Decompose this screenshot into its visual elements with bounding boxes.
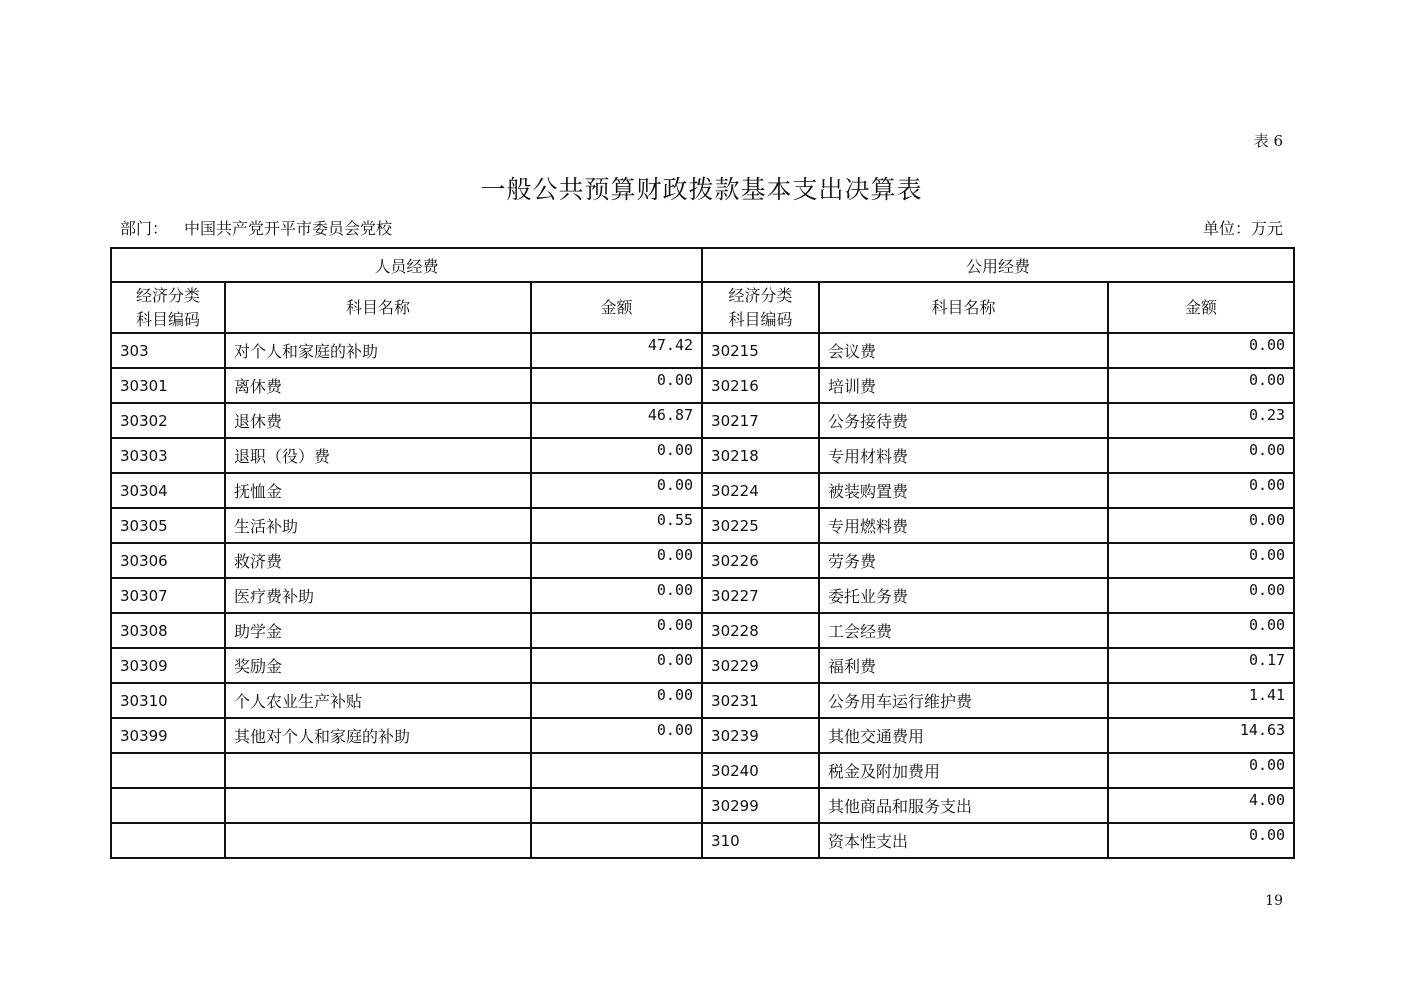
right-code-cell: 310: [702, 823, 819, 858]
table-row: [111, 508, 1294, 543]
right-amount-cell: 0.00: [1108, 508, 1294, 543]
left-code-cell: 30302: [111, 403, 225, 438]
header-name-left: 科目名称: [225, 282, 531, 333]
left-name-cell: [225, 788, 531, 823]
left-name-cell: 退休费: [225, 403, 531, 438]
header-code-right: [702, 282, 819, 333]
left-amount-cell: [531, 753, 702, 788]
left-amount-cell: 0.00: [531, 578, 702, 613]
table-row: [111, 403, 1294, 438]
left-name-cell: 救济费: [225, 543, 531, 578]
left-name-cell: 其他对个人和家庭的补助: [225, 718, 531, 753]
right-amount-cell: 0.00: [1108, 438, 1294, 473]
page-title: 一般公共预算财政拨款基本支出决算表: [480, 175, 923, 204]
right-amount-cell: 0.00: [1108, 368, 1294, 403]
left-name-cell: 个人农业生产补贴: [225, 683, 531, 718]
left-code-cell: 30303: [111, 438, 225, 473]
right-amount-cell: 0.00: [1108, 473, 1294, 508]
right-name-cell: 公务接待费: [819, 403, 1108, 438]
right-amount-cell: 0.23: [1108, 403, 1294, 438]
left-code-cell: 30301: [111, 368, 225, 403]
left-code-cell: [111, 823, 225, 858]
table-row: [111, 473, 1294, 508]
left-amount-cell: 0.00: [531, 648, 702, 683]
right-amount-cell: 14.63: [1108, 718, 1294, 753]
header-amount-left: 金额: [531, 282, 702, 333]
header-code-line1: 经济分类: [728, 285, 793, 305]
right-code-cell: 30215: [702, 333, 819, 368]
department-label: 部门：: [120, 219, 169, 238]
left-name-cell: [225, 753, 531, 788]
left-amount-cell: 0.00: [531, 368, 702, 403]
left-code-cell: 30310: [111, 683, 225, 718]
left-code-cell: 30309: [111, 648, 225, 683]
table-row: [111, 788, 1294, 823]
left-amount-cell: 47.42: [531, 333, 702, 368]
left-code-cell: 30306: [111, 543, 225, 578]
header-name-right: 科目名称: [819, 282, 1108, 333]
expenditure-table: [110, 247, 1295, 859]
left-name-cell: 离休费: [225, 368, 531, 403]
left-amount-cell: 0.00: [531, 543, 702, 578]
header-code-left: [111, 282, 225, 333]
right-amount-cell: 1.41: [1108, 683, 1294, 718]
group-header-row: [111, 248, 1294, 282]
header-code-line2: 科目编码: [135, 309, 200, 329]
right-code-cell: 30299: [702, 788, 819, 823]
right-name-cell: 专用材料费: [819, 438, 1108, 473]
left-code-cell: 30304: [111, 473, 225, 508]
table-row: [111, 333, 1294, 368]
column-header-row: [111, 282, 1294, 333]
right-name-cell: 公务用车运行维护费: [819, 683, 1108, 718]
right-code-cell: 30225: [702, 508, 819, 543]
right-code-cell: 30240: [702, 753, 819, 788]
left-amount-cell: 0.00: [531, 473, 702, 508]
left-code-cell: 30305: [111, 508, 225, 543]
header-code-line2: 科目编码: [728, 309, 793, 329]
right-amount-cell: 0.00: [1108, 578, 1294, 613]
right-name-cell: 委托业务费: [819, 578, 1108, 613]
right-name-cell: 被装购置费: [819, 473, 1108, 508]
page-number: 19: [1265, 893, 1283, 909]
right-code-cell: 30228: [702, 613, 819, 648]
table-row: [111, 543, 1294, 578]
right-code-cell: 30216: [702, 368, 819, 403]
left-code-cell: [111, 753, 225, 788]
left-name-cell: 退职（役）费: [225, 438, 531, 473]
right-amount-cell: 0.00: [1108, 823, 1294, 858]
right-code-cell: 30218: [702, 438, 819, 473]
right-name-cell: 会议费: [819, 333, 1108, 368]
table-row: [111, 753, 1294, 788]
right-amount-cell: 0.00: [1108, 333, 1294, 368]
table-row: [111, 648, 1294, 683]
right-amount-cell: 0.00: [1108, 613, 1294, 648]
department-value: 中国共产党开平市委员会党校: [184, 219, 393, 238]
left-code-cell: [111, 788, 225, 823]
header-amount-right: 金额: [1108, 282, 1294, 333]
right-code-cell: 30227: [702, 578, 819, 613]
right-name-cell: 税金及附加费用: [819, 753, 1108, 788]
department-line: [120, 216, 392, 239]
right-amount-cell: 0.00: [1108, 753, 1294, 788]
unit-label: 单位：万元: [1202, 219, 1283, 238]
left-name-cell: 助学金: [225, 613, 531, 648]
table-row: [111, 718, 1294, 753]
left-code-cell: 30308: [111, 613, 225, 648]
right-amount-cell: 0.00: [1108, 543, 1294, 578]
right-code-cell: 30229: [702, 648, 819, 683]
right-name-cell: 工会经费: [819, 613, 1108, 648]
right-code-cell: 30226: [702, 543, 819, 578]
left-code-cell: 30399: [111, 718, 225, 753]
right-code-cell: 30217: [702, 403, 819, 438]
left-name-cell: 奖励金: [225, 648, 531, 683]
right-code-cell: 30224: [702, 473, 819, 508]
left-code-cell: 30307: [111, 578, 225, 613]
table-row: [111, 683, 1294, 718]
table-row: [111, 368, 1294, 403]
right-name-cell: 其他商品和服务支出: [819, 788, 1108, 823]
left-amount-cell: [531, 823, 702, 858]
left-amount-cell: 0.00: [531, 438, 702, 473]
right-code-cell: 30231: [702, 683, 819, 718]
right-name-cell: 培训费: [819, 368, 1108, 403]
left-name-cell: 对个人和家庭的补助: [225, 333, 531, 368]
left-amount-cell: 0.00: [531, 613, 702, 648]
left-amount-cell: 46.87: [531, 403, 702, 438]
group-public: 公用经费: [702, 248, 1294, 282]
left-amount-cell: 0.00: [531, 718, 702, 753]
right-name-cell: 资本性支出: [819, 823, 1108, 858]
left-amount-cell: 0.00: [531, 683, 702, 718]
group-personnel: 人员经费: [111, 248, 702, 282]
right-name-cell: 专用燃料费: [819, 508, 1108, 543]
left-amount-cell: 0.55: [531, 508, 702, 543]
left-name-cell: 生活补助: [225, 508, 531, 543]
right-amount-cell: 4.00: [1108, 788, 1294, 823]
left-amount-cell: [531, 788, 702, 823]
right-name-cell: 劳务费: [819, 543, 1108, 578]
left-name-cell: 抚恤金: [225, 473, 531, 508]
table-row: [111, 613, 1294, 648]
table-number-label: 表 6: [1253, 132, 1283, 150]
left-name-cell: [225, 823, 531, 858]
table-row: [111, 578, 1294, 613]
left-code-cell: 303: [111, 333, 225, 368]
left-name-cell: 医疗费补助: [225, 578, 531, 613]
right-amount-cell: 0.17: [1108, 648, 1294, 683]
table-row: [111, 823, 1294, 858]
table-row: [111, 438, 1294, 473]
right-name-cell: 福利费: [819, 648, 1108, 683]
right-code-cell: 30239: [702, 718, 819, 753]
right-name-cell: 其他交通费用: [819, 718, 1108, 753]
header-code-line1: 经济分类: [135, 285, 200, 305]
